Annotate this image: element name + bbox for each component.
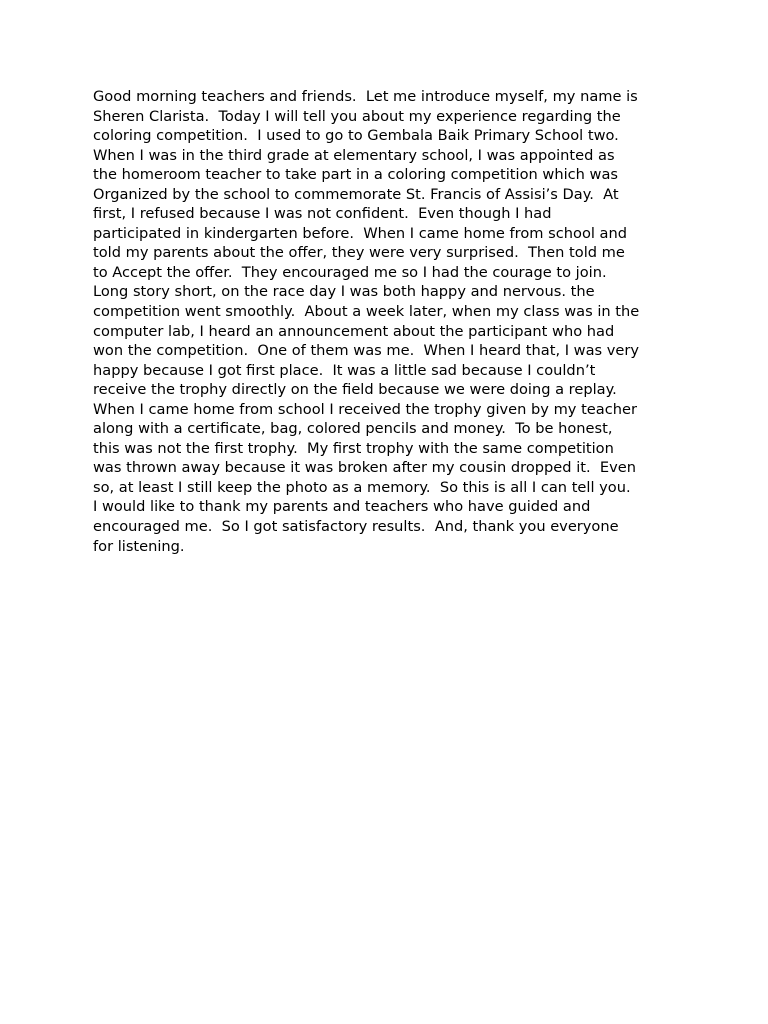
text-line: along with a certificate, bag, colored pencils and money. To be honest, — [93, 420, 613, 438]
text-line: this was not the first trophy. My first trophy with the same competition — [93, 439, 614, 457]
text-line: for listening. — [93, 537, 185, 555]
text-line: the homeroom teacher to take part in a coloring competition which was — [93, 166, 619, 184]
text-line: encouraged me. So I got satisfactory results. And, thank you everyone — [93, 518, 619, 536]
text-line: happy because I got first place. It was a little sad because I couldn’t — [93, 361, 596, 379]
text-line: so, at least I still keep the photo as a memory. So this is all I can tell you. — [93, 478, 631, 496]
text-line: coloring competition. I used to go to Gembala Baik Primary School two. — [93, 127, 619, 145]
text-line: first, I refused because I was not confident. Even though I had — [93, 205, 552, 223]
text-line: receive the trophy directly on the field because we were doing a replay. — [93, 381, 617, 399]
text-line: Long story short, on the race day I was both happy and nervous. the — [93, 283, 595, 301]
text-line: participated in kindergarten before. When I came home from school and — [93, 224, 628, 242]
text-line: competition went smoothly. About a week later, when my class was in the — [93, 303, 640, 321]
text-line: Organized by the school to commemorate St. Francis of Assisi’s Day. At — [93, 185, 619, 203]
text-line: was thrown away because it was broken after my cousin dropped it. Even — [93, 459, 636, 477]
text-line: I would like to thank my parents and teachers who have guided and — [93, 498, 591, 516]
text-line: When I came home from school I received the trophy given by my teacher — [93, 400, 637, 418]
body-paragraph — [93, 87, 693, 556]
text-line: Good morning teachers and friends. Let me introduce myself, my name is — [93, 88, 638, 105]
text-line: told my parents about the offer, they were very surprised. Then told me — [93, 244, 625, 262]
text-line: to Accept the offer. They encouraged me so I had the courage to join. — [93, 263, 607, 281]
text-line: Sheren Clarista. Today I will tell you about my experience regarding the — [93, 107, 621, 125]
text-line: computer lab, I heard an announcement about the participant who had — [93, 322, 615, 340]
text-line: When I was in the third grade at elementary school, I was appointed as — [93, 146, 615, 164]
text-line: won the competition. One of them was me. When I heard that, I was very — [93, 342, 640, 360]
